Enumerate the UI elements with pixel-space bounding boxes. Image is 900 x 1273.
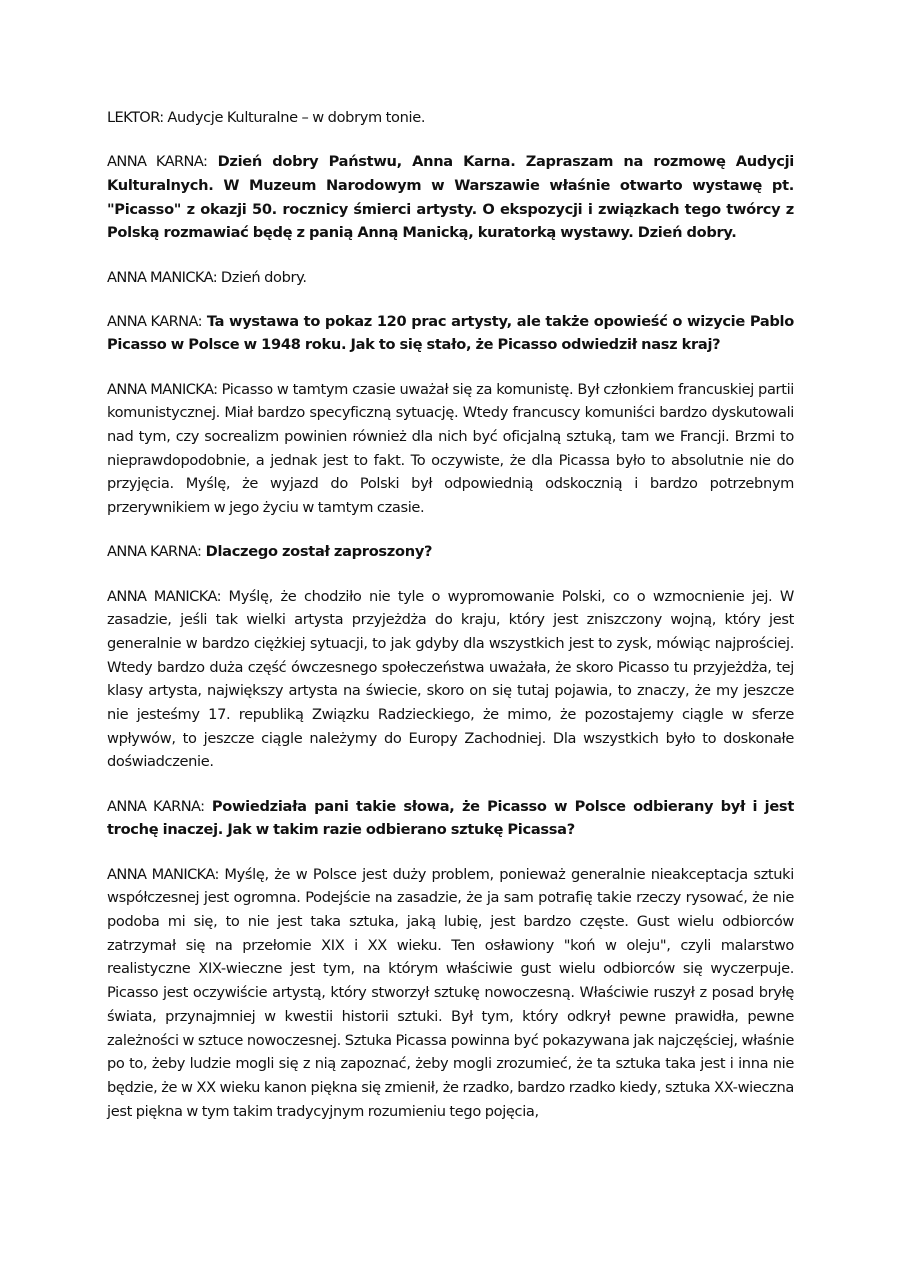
paragraph-lektor-intro — [107, 106, 794, 130]
question-text: Dzień dobry Państwu, Anna Karna. Zapraszam na rozmowę Audycji Kulturalnych. W Muzeum Narodowym w Warszawie właśnie otwarto wystawę pt. "Picasso" z okazji 50. rocznicy śmierci artysty. O ekspozycji i związkach tego twórcy z Polską rozmawiać będę z panią Anną Manicką, kuratorką wystawy. Dzień dobry. — [107, 153, 794, 242]
paragraph-text: Dzień dobry. — [217, 268, 307, 286]
document-page — [107, 106, 794, 1144]
answer-text: Myślę, że w Polsce jest duży problem, ponieważ generalnie nieakceptacja sztuki współczesnej jest ogromna. Podejście na zasadzie, że ja sam potrafię takie rzeczy rysować, że nie podoba mi się, to nie jest taka sztuka, jaką lubię, jest bardzo częste. Gust wielu odbiorców zatrzymał się na przełomie XIX i XX wieku. Ten osławiony "koń w oleju", czyli malarstwo realistyczne XIX-wieczne jest tym, na którym właściwie gust wielu odbiorców się wyczerpuje. Picasso jest oczywiście artystą, który stworzył sztukę nowoczesną. Właściwie ruszył z posad bryłę świata, przynajmniej w kwestii historii sztuki. Był tym, który odkrył pewne prawidła, pewne zależności w sztuce nowoczesnej. Sztuka Picassa powinna być pokazywana jak najczęściej, właśnie po to, żeby ludzie mogli się z nią zapoznać, żeby mogli zrozumieć, że ta sztuka taka jest i inna nie będzie, że w XX wieku kanon piękna się zmienił, że rzadko, bardzo rzadko kiedy, sztuka XX-wieczna jest piękna w tym takim tradycyjnym rozumieniu tego pojęcia, — [107, 865, 794, 1120]
paragraph-manicka-answer-3 — [107, 863, 794, 1124]
speaker-label: LEKTOR: — [107, 109, 164, 126]
paragraph-karna-question-1 — [107, 310, 794, 357]
paragraph-text: Audycje Kulturalne – w dobrym tonie. — [163, 109, 426, 126]
paragraph-karna-question-2 — [107, 540, 794, 564]
paragraph-manicka-greeting — [107, 266, 794, 290]
question-text: Ta wystawa to pokaz 120 prac artysty, ale także opowieść o wizycie Pablo Picasso w Polsce w 1948 roku. Jak to się stało, że Picasso odwiedził nasz kraj? — [107, 312, 794, 354]
speaker-label: ANNA MANICKA: — [107, 587, 221, 605]
paragraph-karna-question-3 — [107, 795, 794, 842]
paragraph-manicka-answer-2 — [107, 585, 794, 775]
speaker-label: ANNA KARNA: — [107, 543, 202, 561]
speaker-label: ANNA KARNA: — [107, 797, 205, 815]
speaker-label: ANNA KARNA: — [107, 312, 202, 330]
speaker-label: ANNA MANICKA: — [107, 380, 218, 398]
paragraph-karna-greeting — [107, 150, 794, 245]
question-text: Dlaczego został zaproszony? — [201, 543, 433, 561]
question-text: Powiedziała pani takie słowa, że Picasso w Polsce odbierany był i jest trochę inaczej. Jak w takim razie odbierano sztukę Picassa? — [107, 797, 794, 839]
paragraph-manicka-answer-1 — [107, 378, 794, 520]
speaker-label: ANNA MANICKA: — [107, 268, 218, 286]
answer-text: Myślę, że chodziło nie tyle o wypromowanie Polski, co o wzmocnienie jej. W zasadzie, jeśli tak wielki artysta przyjeżdża do kraju, który jest zniszczony wojną, który jest generalnie w bardzo ciężkiej sytuacji, to jak gdyby dla wszystkich jest to zysk, mówiąc najprościej. Wtedy bardzo duża część ówczesnego społeczeństwa uważała, że skoro Picasso tu przyjeżdża, tej klasy artysta, największy artysta na świecie, skoro on się tutaj pojawia, to znaczy, że my jeszcze nie jesteśmy 17. republiką Związku Radzieckiego, że mimo, że pozostajemy ciągle w sferze wpływów, to jeszcze ciągle należymy do Europy Zachodniej. Dla wszystkich było to doskonałe doświadczenie. — [107, 587, 794, 771]
speaker-label: ANNA MANICKA: — [107, 865, 219, 883]
speaker-label: ANNA KARNA: — [107, 153, 208, 171]
answer-text: Picasso w tamtym czasie uważał się za komunistę. Był członkiem francuskiej partii komunistycznej. Miał bardzo specyficzną sytuację. Wtedy francuscy komuniści bardzo dyskutowali nad tym, czy socrealizm powinien również dla nich być oficjalną sztuką, tam we Francji. Brzmi to nieprawdopodobnie, a jednak jest to fakt. To oczywiste, że dla Picassa było to absolutnie nie do przyjęcia. Myślę, że wyjazd do Polski był odpowiednią odskocznią i bardzo potrzebnym przerywnikiem w jego życiu w tamtym czasie. — [107, 380, 794, 517]
